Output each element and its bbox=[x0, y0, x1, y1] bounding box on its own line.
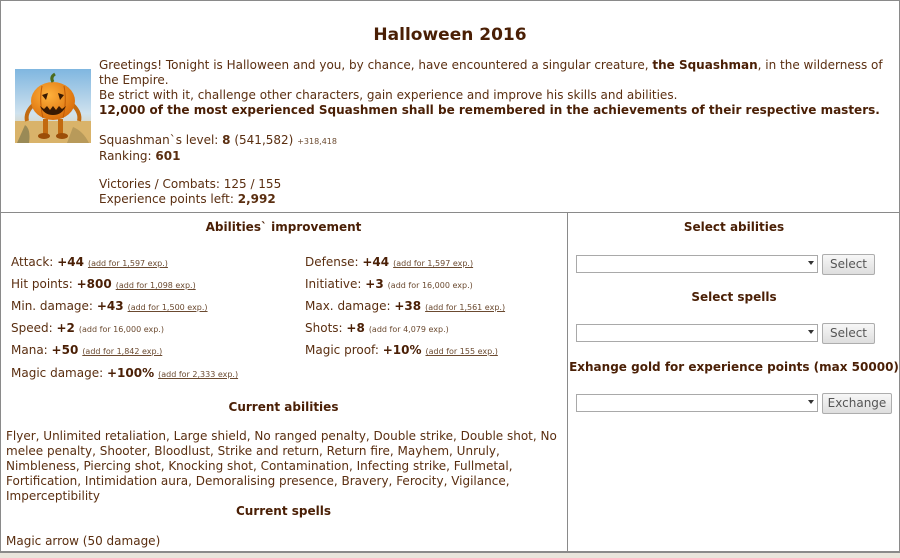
ability-value: +3 bbox=[365, 277, 384, 291]
ability-label: Defense: bbox=[305, 255, 359, 269]
bottom-bar bbox=[0, 552, 900, 558]
ability-label: Min. damage: bbox=[11, 299, 93, 313]
chevron-down-icon bbox=[808, 400, 814, 404]
abilities-select[interactable] bbox=[576, 255, 818, 273]
current-abilities-list: Flyer, Unlimited retaliation, Large shield, No ranged penalty, Double strike, Double shot, No melee penalty, Shooter, Bloodlust, Strike and return, Return fire, Mayhem, Unruly, Nimbleness, Piercing shot, Knocking shot, Contamination, Infecting strike, Fullmetal, Fortification, Intimidation aura, Demoralising presence, Bravery, Ferocity, Vigilance, Imperceptibility bbox=[6, 429, 557, 503]
chevron-down-icon bbox=[808, 261, 814, 265]
ability-value: +38 bbox=[394, 299, 422, 313]
add-ability-cost: (add for 4,079 exp.) bbox=[368, 325, 449, 334]
ability-value: +44 bbox=[362, 255, 390, 269]
ability-row bbox=[11, 299, 208, 313]
ability-row bbox=[305, 277, 473, 291]
ability-label: Magic damage: bbox=[11, 366, 104, 380]
pumpkin-squashman-icon bbox=[15, 69, 91, 143]
ability-row bbox=[305, 299, 505, 313]
ability-value: +8 bbox=[346, 321, 365, 335]
current-spells-heading: Current spells bbox=[235, 504, 332, 518]
add-ability-link[interactable]: (add for 1,597 exp.) bbox=[393, 259, 474, 268]
add-ability-link[interactable]: (add for 2,333 exp.) bbox=[158, 370, 239, 379]
divider-vertical bbox=[567, 212, 568, 552]
ability-row bbox=[11, 321, 164, 335]
add-ability-cost: (add for 16,000 exp.) bbox=[387, 281, 473, 290]
ability-row bbox=[305, 255, 473, 269]
add-ability-link[interactable]: (add for 1,098 exp.) bbox=[115, 281, 196, 290]
add-ability-link[interactable]: (add for 1,842 exp.) bbox=[82, 347, 163, 356]
spells-select[interactable] bbox=[576, 324, 818, 342]
ability-label: Hit points: bbox=[11, 277, 73, 291]
ability-label: Magic proof: bbox=[305, 343, 379, 357]
ability-row bbox=[305, 321, 449, 335]
ability-row bbox=[11, 366, 238, 380]
add-ability-link[interactable]: (add for 1,500 exp.) bbox=[127, 303, 208, 312]
ability-row bbox=[11, 343, 162, 357]
ability-label: Initiative: bbox=[305, 277, 362, 291]
ability-label: Attack: bbox=[11, 255, 54, 269]
intro-text: Greetings! Tonight is Halloween and you, by chance, have encountered a singular creature, the Squashman, in the wilderness of the Empire. Be strict with it, challenge other characters, gain experience and improve his skills and abilities. 12,000 of the most experienced Squashmen shall be remembered in the achievements of their respective masters. bbox=[99, 58, 883, 117]
divider-horizontal bbox=[0, 212, 900, 213]
level-exp: (541,582) bbox=[234, 133, 294, 147]
add-ability-link[interactable]: (add for 1,597 exp.) bbox=[87, 259, 168, 268]
add-ability-link[interactable]: (add for 155 exp.) bbox=[425, 347, 498, 356]
select-abilities-button[interactable]: Select bbox=[822, 254, 875, 275]
ability-row bbox=[305, 343, 498, 357]
squashman-name: the Squashman bbox=[652, 58, 758, 72]
ability-row bbox=[11, 277, 196, 291]
add-ability-cost: (add for 16,000 exp.) bbox=[78, 325, 164, 334]
ability-value: +44 bbox=[57, 255, 84, 269]
ability-label: Speed: bbox=[11, 321, 53, 335]
ability-label: Shots: bbox=[305, 321, 343, 335]
select-spells-button[interactable]: Select bbox=[822, 323, 875, 344]
add-ability-link[interactable]: (add for 1,561 exp.) bbox=[425, 303, 506, 312]
abilities-improvement-heading: Abilities` improvement bbox=[205, 220, 362, 234]
ability-value: +2 bbox=[56, 321, 75, 335]
chevron-down-icon bbox=[808, 330, 814, 334]
ability-value: +100% bbox=[106, 366, 155, 380]
page-title: Halloween 2016 bbox=[373, 25, 527, 45]
ability-row bbox=[11, 255, 168, 269]
ability-value: +10% bbox=[382, 343, 422, 357]
achievement-note: 12,000 of the most experienced Squashmen shall be remembered in the achievements of their respective masters. bbox=[99, 103, 880, 117]
combat-stats: Victories / Combats: 125 / 155 Experience points left: 2,992 bbox=[99, 177, 282, 206]
select-spells-heading: Select spells bbox=[691, 290, 777, 304]
exchange-select[interactable] bbox=[576, 394, 818, 412]
level-gain: +318,418 bbox=[297, 137, 337, 146]
ability-value: +800 bbox=[76, 277, 112, 291]
select-abilities-heading: Select abilities bbox=[683, 220, 785, 234]
exchange-button[interactable]: Exchange bbox=[822, 393, 892, 414]
ability-label: Mana: bbox=[11, 343, 48, 357]
exp-left-value: 2,992 bbox=[237, 192, 276, 206]
level-stats: Squashman`s level: 8 (541,582) +318,418 Ranking: 601 bbox=[99, 133, 337, 163]
exchange-heading: Exhange gold for experience points (max 50000) bbox=[569, 360, 899, 374]
current-abilities-heading: Current abilities bbox=[228, 400, 339, 414]
ability-value: +50 bbox=[51, 343, 79, 357]
ability-label: Max. damage: bbox=[305, 299, 391, 313]
ranking-value: 601 bbox=[155, 149, 181, 163]
current-spells-list: Magic arrow (50 damage) bbox=[6, 534, 161, 548]
ability-value: +43 bbox=[96, 299, 124, 313]
victories-value: 125 / 155 bbox=[223, 177, 282, 191]
level-value: 8 bbox=[222, 133, 231, 147]
